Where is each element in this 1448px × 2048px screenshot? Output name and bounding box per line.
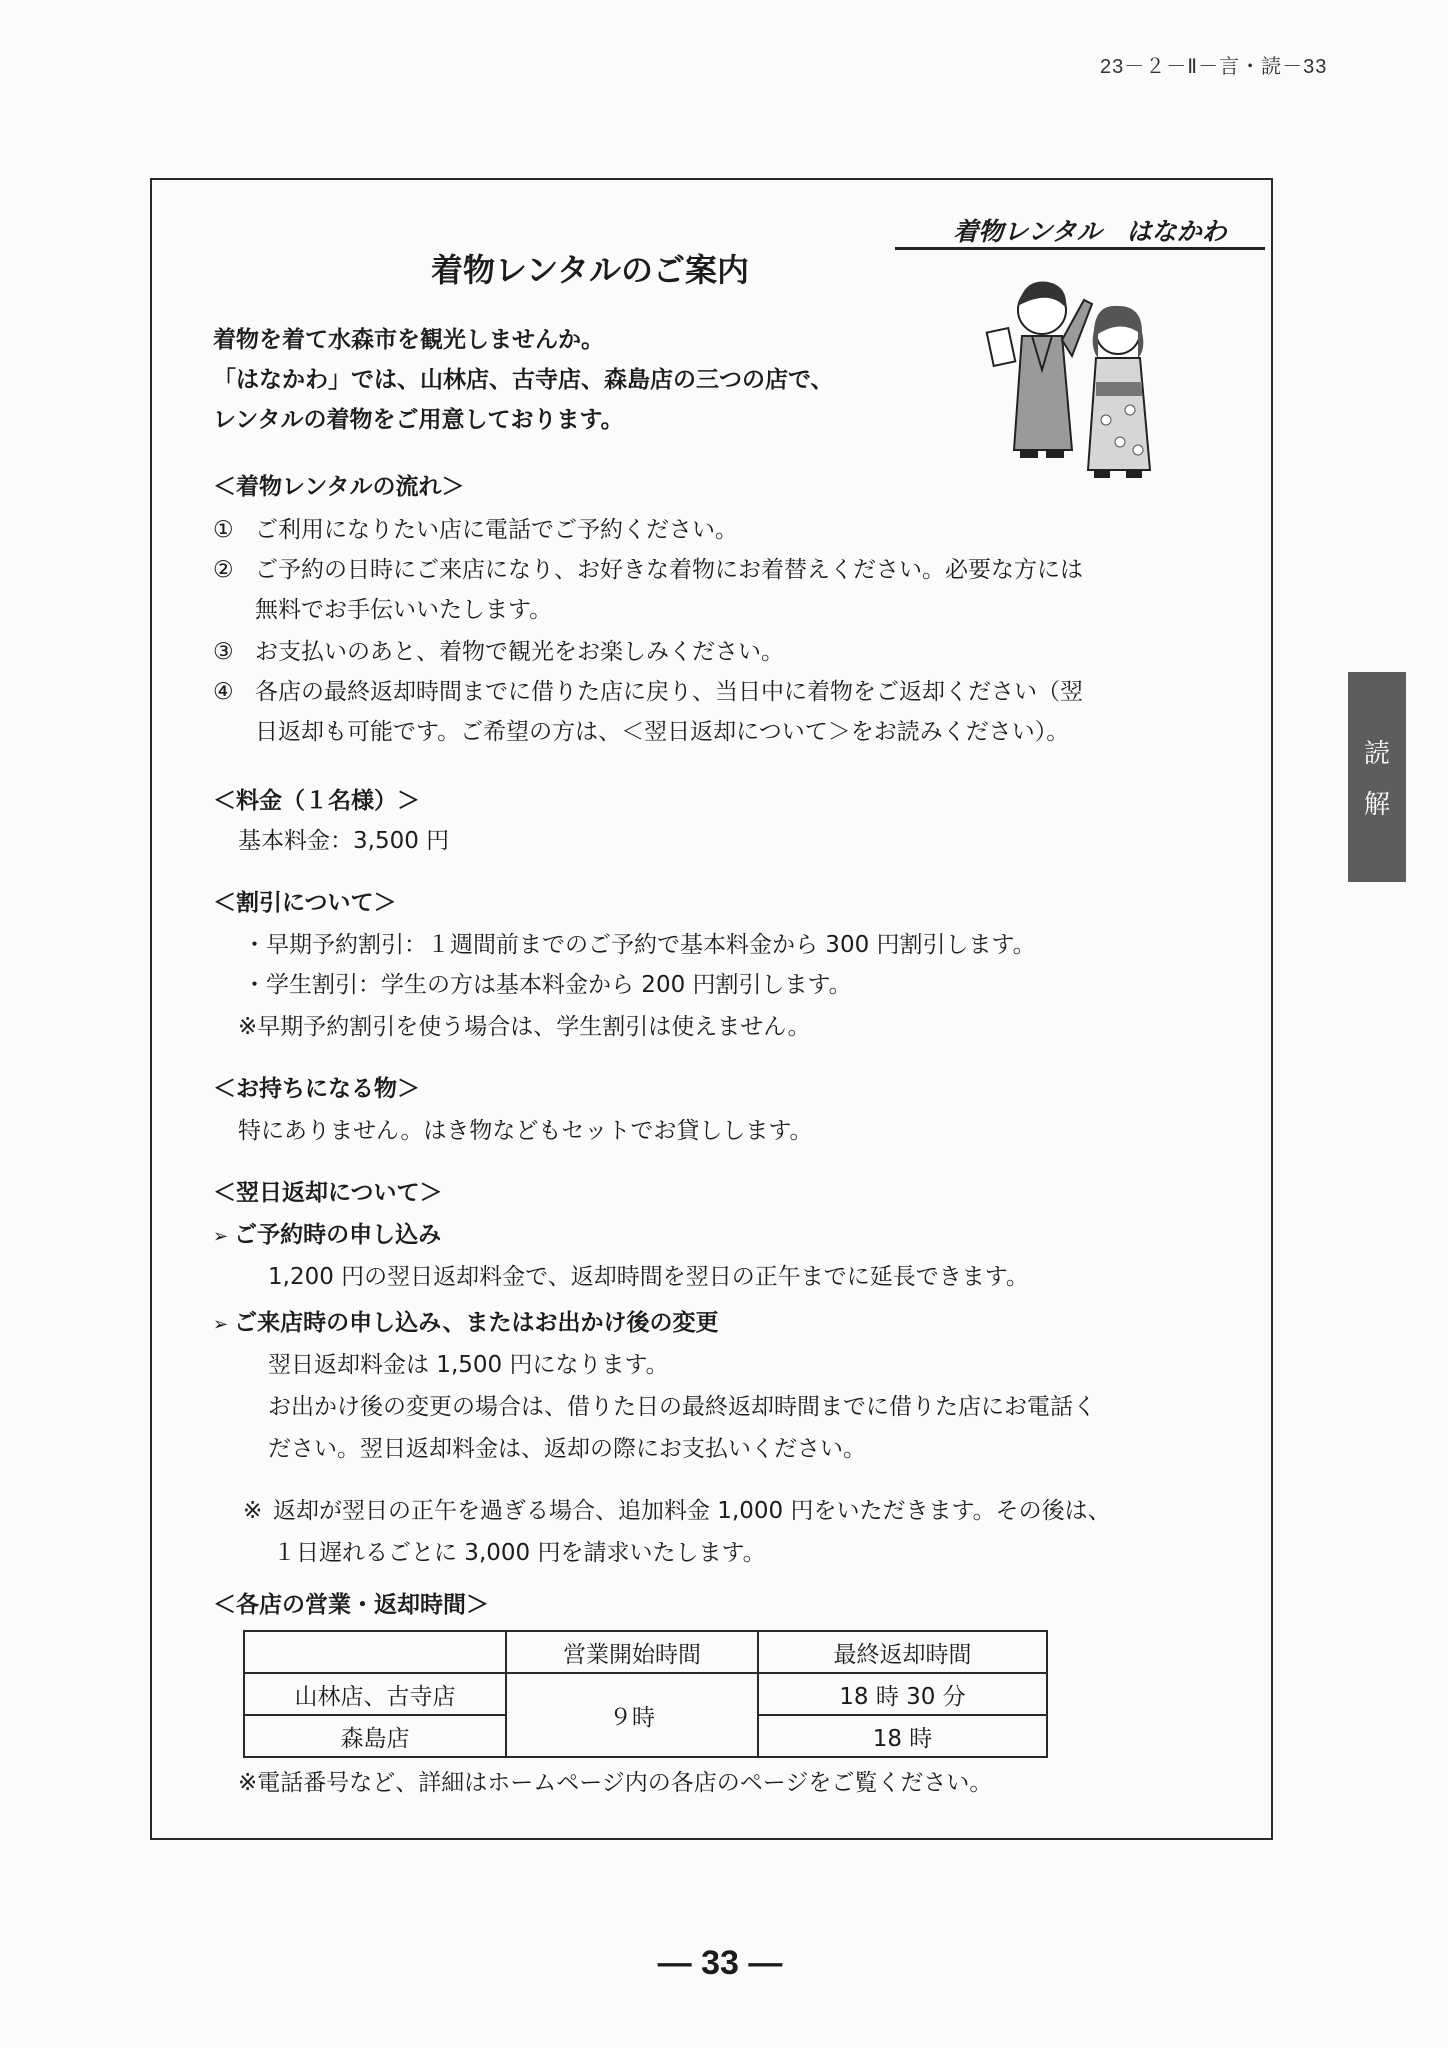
visit-subheading xyxy=(213,1304,718,1337)
section-tab-char-1: 読 xyxy=(1363,739,1390,769)
visit-text: 翌日返却料金は 1,500 円になります。 xyxy=(268,1352,669,1378)
visit-subheading-text: ご来店時の申し込み、またはお出かけ後の変更 xyxy=(234,1310,719,1336)
store-name: 山林店、古寺店 xyxy=(244,1673,506,1715)
header-code: 23－２－Ⅱ－言・読－33 xyxy=(1100,56,1328,78)
flow-step xyxy=(213,550,1223,630)
basic-fee: 基本料金：3,500 円 xyxy=(238,828,450,854)
page-number: — 33 — xyxy=(657,1944,783,1982)
open-time: ９時 xyxy=(506,1673,758,1757)
hours-table xyxy=(243,1630,1048,1758)
step-number: ④ xyxy=(213,679,234,705)
step-text: お支払いのあと、着物で観光をお楽しみください。 xyxy=(255,639,784,665)
kimono-couple-illustration xyxy=(980,270,1180,490)
return-time: 18 時 30 分 xyxy=(758,1673,1047,1715)
intro-text xyxy=(213,320,953,440)
arrow-icon: ➢ xyxy=(213,1314,229,1335)
late-fee-note-text: 返却が翌日の正午を過ぎる場合、追加料金 1,000 円をいただきます。その後は、 １日遅れるごとに 3,000 円を請求いたします。 xyxy=(273,1498,1111,1566)
hours-heading: ＜各店の営業・返却時間＞ xyxy=(213,1592,489,1618)
flow-step xyxy=(213,510,1223,550)
discount-item: ・学生割引：学生の方は基本料金から 200 円割引します。 xyxy=(243,972,852,998)
step-text: 各店の最終返却時間までに借りた店に戻り、当日中に着物をご返却ください（翌 日返却も可能です。ご希望の方は、＜翌日返却について＞をお読みください）。 xyxy=(255,679,1083,745)
intro-line: 「はなかわ」では、山林店、古寺店、森島店の三つの店で、 xyxy=(213,367,834,393)
footer-note: ※電話番号など、詳細はホームページ内の各店のページをご覧ください。 xyxy=(238,1770,993,1796)
discount-heading: ＜割引について＞ xyxy=(213,890,397,916)
brand-name: 着物レンタル はなかわ xyxy=(953,217,1227,246)
visit-text: ださい。翌日返却料金は、返却の際にお支払いください。 xyxy=(268,1436,866,1462)
return-time: 18 時 xyxy=(758,1715,1047,1757)
reservation-subheading xyxy=(213,1216,441,1249)
note-mark: ※ xyxy=(243,1498,263,1524)
discount-note: ※早期予約割引を使う場合は、学生割引は使えません。 xyxy=(238,1014,811,1040)
belongings-heading: ＜お持ちになる物＞ xyxy=(213,1076,420,1102)
next-day-heading: ＜翌日返却について＞ xyxy=(213,1180,443,1206)
visit-text: お出かけ後の変更の場合は、借りた日の最終返却時間までに借りた店にお電話く xyxy=(268,1394,1096,1420)
step-number: ① xyxy=(213,517,234,543)
step-text: ご予約の日時にご来店になり、お好きな着物にお着替えください。必要な方には 無料でお手伝いいたします。 xyxy=(255,557,1083,623)
discount-item: ・早期予約割引：１週間前までのご予約で基本料金から 300 円割引します。 xyxy=(243,932,1036,958)
step-text: ご利用になりたい店に電話でご予約ください。 xyxy=(255,517,738,543)
intro-line: 着物を着て水森市を観光しませんか。 xyxy=(213,327,604,353)
flow-step xyxy=(213,672,1223,752)
flow-step xyxy=(213,632,1223,672)
section-tab xyxy=(1348,672,1406,882)
store-name: 森島店 xyxy=(244,1715,506,1757)
table-header-blank xyxy=(244,1631,506,1673)
table-header-row xyxy=(244,1631,1047,1673)
late-fee-note xyxy=(243,1490,1233,1574)
table-row xyxy=(244,1673,1047,1715)
belongings-text: 特にありません。はき物などもセットでお貸しします。 xyxy=(238,1118,813,1144)
col-open-header: 営業開始時間 xyxy=(506,1631,758,1673)
step-number: ③ xyxy=(213,639,234,665)
intro-line: レンタルの着物をご用意しております。 xyxy=(213,407,624,433)
section-tab-char-2: 解 xyxy=(1363,790,1390,820)
col-return-header: 最終返却時間 xyxy=(758,1631,1047,1673)
reservation-text: 1,200 円の翌日返却料金で、返却時間を翌日の正午までに延長できます。 xyxy=(268,1264,1029,1290)
fee-heading: ＜料金（１名様）＞ xyxy=(213,788,420,814)
reservation-subheading-text: ご予約時の申し込み xyxy=(234,1222,442,1248)
page-title: 着物レンタルのご案内 xyxy=(431,251,749,289)
flow-heading: ＜着物レンタルの流れ＞ xyxy=(213,474,465,500)
step-number: ② xyxy=(213,557,234,583)
brand-underline xyxy=(895,247,1265,250)
arrow-icon: ➢ xyxy=(213,1226,229,1247)
